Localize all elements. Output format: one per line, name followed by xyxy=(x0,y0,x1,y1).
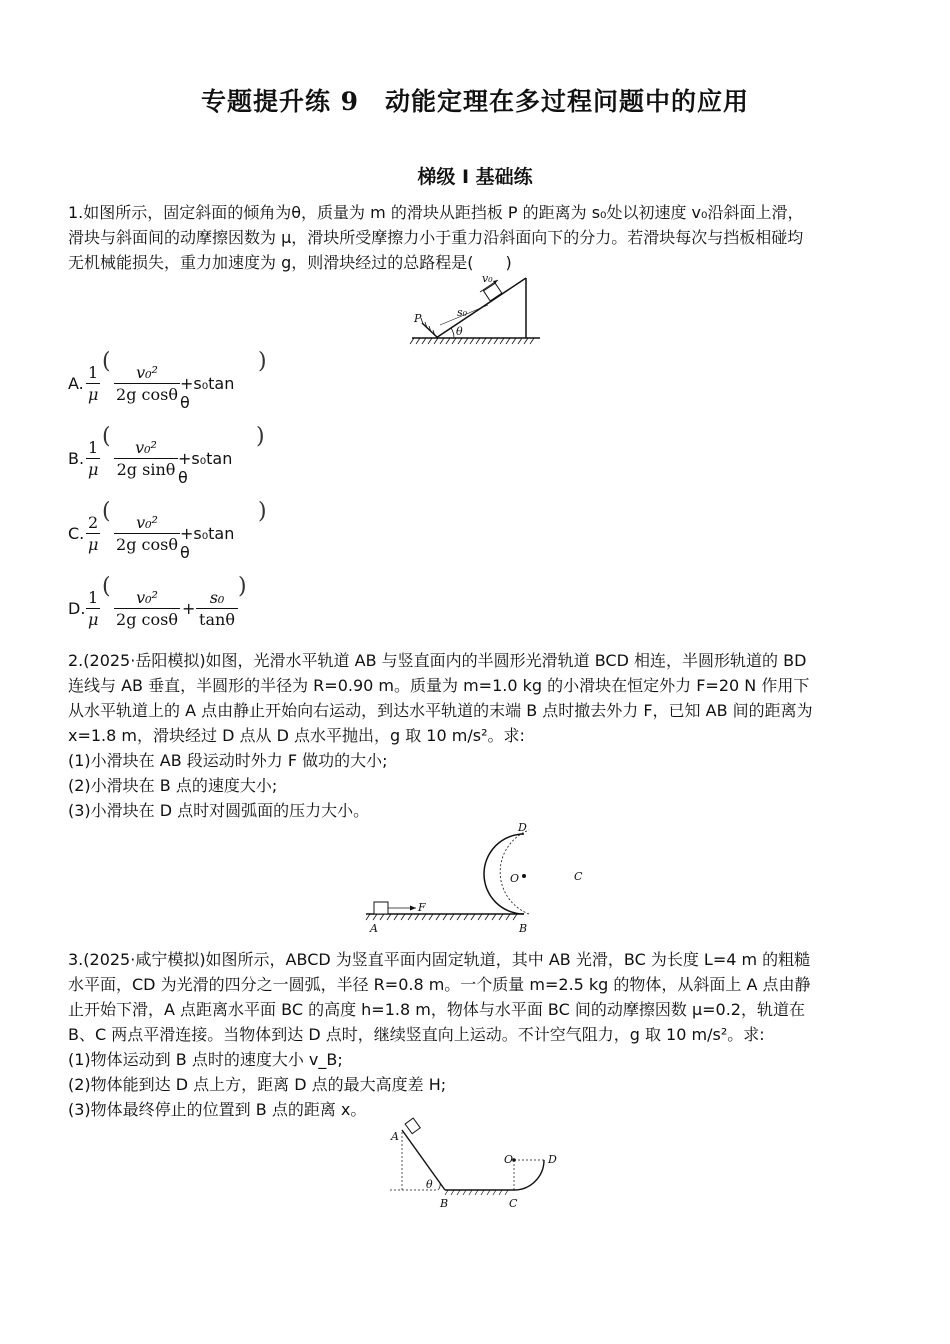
document-page: 专题提升练 9 动能定理在多过程问题中的应用 梯级 Ⅰ 基础练 1.如图所示，固定斜面的倾角为θ，质量为 m 的滑块从距挡板 P 的距离为 s₀处以初速度 v₀沿斜面上滑， 滑块与斜面间的动摩擦因数为 μ，滑块所受摩擦力小于重力沿斜面向下的分力。若滑块每次与挡板相碰均 无机械能损失，重力加速度为 g，则滑块经过的总路程是( ) P s₀ v₀ θ A. 1 μ ( v₀² 2g cosθ +s₀tan θ ) B. 1 μ ( v₀² 2g sinθ +s₀tan θ ) C. 2 μ ( v₀² 2g cosθ +s₀tan θ ) D. 1 μ ( v₀² 2g cosθ + s₀ tanθ ) 2.(2025·岳阳模拟)如图，光滑水平轨道 AB 与竖直面内的半圆形光滑轨道 BCD 相连，半圆形轨道的 BD 连线与 AB 垂直，半圆形的半径为 R=0.90 m。质量为 m=1.0 kg 的小滑块在恒定外力 F=20 N 作用下 从水平轨道上的 A 点由静止开始向右运动，到达水平轨道的末端 B 点时撤去外力 F，已知 AB 间的距离为 x=1.8 m，滑块经过 D 点从 D 点水平抛出，g 取 10 m/s²。求: (1)小滑块在 AB 段运动时外力 F 做功的大小; (2)小滑块在 B 点的速度大小; (3)小滑块在 D 点时对圆弧面的压力大小。 F A B C D O 3.(2025·咸宁模拟)如图所示，ABCD 为竖直平面内固定轨道，其中 AB 光滑，BC 为长度 L=4 m 的粗糙 水平面，CD 为光滑的四分之一圆弧，半径 R=0.8 m。一个质量 m=2.5 kg 的物体，从斜面上 A 点由静 止开始下滑，A 点距离水平面 BC 的高度 h=1.8 m，物体与水平面 BC 间的动摩擦因数 μ=0.2，轨道在 B、C 两点平滑连接。当物体到达 D 点时，继续竖直向上运动。不计空气阻力，g 取 10 m/s²。求: (1)物体运动到 B 点时的速度大小 v_B; (2)物体能到达 D 点上方，距离 D 点的最大高度差 H; (3)物体最终停止的位置到 B 点的距离 x。 θ A B C D O xyxy=(0,0,950,1344)
q3-label-a: A xyxy=(391,1130,399,1143)
option-b-tail: +s₀tan θ xyxy=(178,449,233,487)
q2-subq-1: (1)小滑块在 AB 段运动时外力 F 做功的大小; xyxy=(68,751,388,770)
q2-label-c: C xyxy=(574,870,583,883)
q1-label-theta: θ xyxy=(456,325,463,338)
q2-line-2: 连线与 AB 垂直，半圆形的半径为 R=0.90 m。质量为 m=1.0 kg 的小滑块在恒定外力 F=20 N 作用下 xyxy=(68,676,810,695)
q3-label-theta: θ xyxy=(426,1178,433,1191)
q3-subq-1: (1)物体运动到 B 点时的速度大小 v_B; xyxy=(68,1050,343,1069)
q3-subq-2: (2)物体能到达 D 点上方，距离 D 点的最大高度差 H; xyxy=(68,1075,447,1094)
option-d-fraction-2: s₀ tanθ xyxy=(196,588,238,629)
q3-track-figure xyxy=(388,1118,578,1214)
q2-line-4: x=1.8 m，滑块经过 D 点从 D 点水平抛出，g 取 10 m/s²。求: xyxy=(68,726,525,745)
q2-label-b: B xyxy=(519,922,528,935)
q1-label-p: P xyxy=(414,312,422,325)
q3-line-2: 水平面，CD 为光滑的四分之一圆弧，半径 R=0.8 m。一个质量 m=2.5 kg 的物体，从斜面上 A 点由静 xyxy=(68,975,811,994)
q1-line-1: 1.如图所示，固定斜面的倾角为θ，质量为 m 的滑块从距挡板 P 的距离为 s₀处以初速度 v₀沿斜面上滑， xyxy=(68,203,804,222)
option-d-plus: + xyxy=(182,599,196,618)
option-b-label: B. xyxy=(68,449,85,468)
q3-label-o: O xyxy=(504,1153,514,1166)
option-d-fraction-1: v₀² 2g cosθ xyxy=(114,588,180,629)
q3-label-c: C xyxy=(509,1197,518,1210)
q2-label-a: A xyxy=(370,922,378,935)
page-title: 专题提升练 9 动能定理在多过程问题中的应用 xyxy=(200,87,750,116)
option-c-tail: +s₀tan θ xyxy=(180,524,235,562)
option-d-coef: 1 μ xyxy=(88,588,99,629)
q1-line-2: 滑块与斜面间的动摩擦因数为 μ，滑块所受摩擦力小于重力沿斜面向下的分力。若滑块每次与挡板相碰均 xyxy=(68,228,804,247)
option-b-coef: 1 μ xyxy=(88,438,99,479)
q2-line-1: 2.(2025·岳阳模拟)如图，光滑水平轨道 AB 与竖直面内的半圆形光滑轨道 BCD 相连，半圆形轨道的 BD xyxy=(68,651,807,670)
option-a-label: A. xyxy=(68,374,84,393)
q1-label-s0: s₀ xyxy=(457,306,468,319)
q2-label-o: O xyxy=(510,872,520,885)
q2-subq-3: (3)小滑块在 D 点时对圆弧面的压力大小。 xyxy=(68,801,370,820)
option-c-fraction: v₀² 2g cosθ xyxy=(114,513,180,554)
q3-line-1: 3.(2025·咸宁模拟)如图所示，ABCD 为竖直平面内固定轨道，其中 AB 光滑，BC 为长度 L=4 m 的粗糙 xyxy=(68,950,811,969)
section-heading: 梯级 Ⅰ 基础练 xyxy=(417,166,533,188)
option-d-label: D. xyxy=(68,599,86,618)
option-a-coef: 1 μ xyxy=(88,363,99,404)
q1-label-v0: v₀ xyxy=(482,272,493,285)
option-a-tail: +s₀tan θ xyxy=(180,374,235,412)
q3-line-4: B、C 两点平滑连接。当物体到达 D 点时，继续竖直向上运动。不计空气阻力，g 取 10 m/s²。求: xyxy=(68,1025,765,1044)
q2-line-3: 从水平轨道上的 A 点由静止开始向右运动，到达水平轨道的末端 B 点时撤去外力 F，已知 AB 间的距离为 xyxy=(68,701,813,720)
q2-label-f: F xyxy=(418,901,426,914)
option-a-fraction: v₀² 2g cosθ xyxy=(114,363,180,404)
option-b-fraction: v₀² 2g sinθ xyxy=(114,438,178,479)
option-c-label: C. xyxy=(68,524,85,543)
q2-semicircle-figure xyxy=(360,820,600,942)
q3-label-b: B xyxy=(440,1197,449,1210)
option-c-coef: 2 μ xyxy=(88,513,99,554)
q2-label-d: D xyxy=(518,821,527,834)
q2-subq-2: (2)小滑块在 B 点的速度大小; xyxy=(68,776,278,795)
q1-incline-figure xyxy=(408,270,548,346)
q3-subq-3: (3)物体最终停止的位置到 B 点的距离 x。 xyxy=(68,1100,367,1119)
q1-line-3: 无机械能损失，重力加速度为 g，则滑块经过的总路程是( ) xyxy=(68,253,512,272)
q3-line-3: 止开始下滑，A 点距离水平面 BC 的高度 h=1.8 m，物体与水平面 BC 间的动摩擦因数 μ=0.2，轨道在 xyxy=(68,1000,805,1019)
q3-label-d: D xyxy=(548,1153,557,1166)
